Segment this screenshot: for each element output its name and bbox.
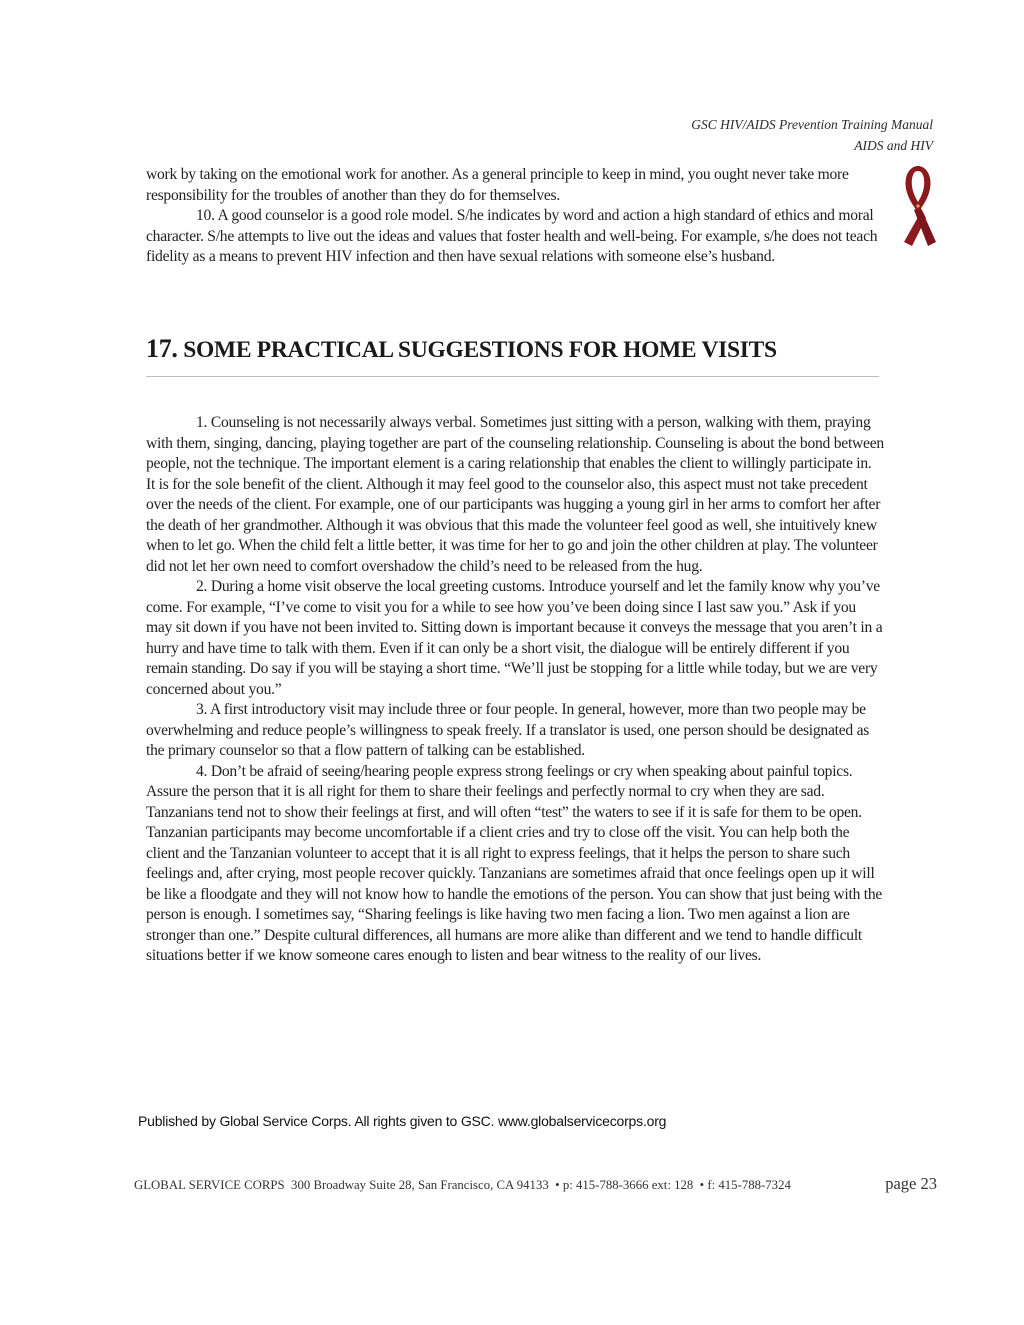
publisher-note: Published by Global Service Corps. All rights given to GSC. www.globalservicecorps.org xyxy=(138,1113,667,1129)
red-ribbon-icon xyxy=(898,166,938,248)
section-heading xyxy=(146,334,879,377)
section-number: 17. xyxy=(146,334,178,363)
section-body xyxy=(146,413,884,967)
section-paragraph: 2. During a home visit observe the local greeting customs. Introduce yourself and let the family know why you’ve come. For example, “I’ve come to visit you for a while to see how you’ve been doing since I last saw you.” Ask if you may sit down if you have not been invited to. Sitting down is important because it conveys the message that you aren’t in a hurry and have time to talk with them. Even if it can only be a short visit, the dialogue will be entirely different if you remain standing. Do say if you will be staying a short time. “We’ll just be stopping for a little while today, but we are very concerned about you.” xyxy=(146,578,883,698)
section-paragraph: 4. Don’t be afraid of seeing/hearing people express strong feelings or cry when speaking about painful topics. Assure the person that it is all right for them to share their feelings and perfectly normal to cry when they are sad. Tanzanians tend not to show their feelings at first, and will often “test” the waters to see if it is safe for them to be open. Tanzanian participants may become uncomfortable if a client cries and try to close off the visit. You can help both the client and the Tanzanian volunteer to accept that it is all right to express feelings, that it helps the person to share such feelings and, after crying, most people recover quickly. Tanzanians are sometimes afraid that once feelings open up it will be like a floodgate and they will not know how to handle the emotions of the person. You can show that just being with the person is enough. I sometimes say, “Sharing feelings is like having two men facing a lion. Two men against a lion are stronger than one.” Despite cultural differences, all humans are more alike than different and we tend to handle difficult situations better if we know someone cares enough to listen and bear witness to the reality of our lives. xyxy=(146,762,883,964)
ribbon-pin xyxy=(916,204,919,207)
chapter-title: AIDS and HIV xyxy=(854,138,933,153)
intro-text xyxy=(146,165,884,268)
intro-paragraph: 10. A good counselor is a good role model. S/he indicates by word and action a high standard of ethics and moral character. S/he attempts to live out the ideas and values that foster health and well-being. For example, s/he does not teach fidelity as a means to prevent HIV infection and then have sexual relations with someone else’s husband. xyxy=(146,207,878,265)
running-header xyxy=(691,114,933,156)
section-title: SOME PRACTICAL SUGGESTIONS FOR HOME VISITS xyxy=(183,337,777,363)
page-footer xyxy=(134,1174,937,1194)
intro-paragraph: work by taking on the emotional work for another. As a general principle to keep in mind, you ought never take more responsibility for the troubles of another than they do for themselves. xyxy=(146,166,849,204)
manual-title: GSC HIV/AIDS Prevention Training Manual xyxy=(691,117,933,132)
section-paragraph: 3. A first introductory visit may include three or four people. In general, however, more than two people may be overwhelming and reduce people’s willingness to speak freely. If a translator is used, one person should be designated as the primary counselor so that a flow pattern of talking can be established. xyxy=(146,701,870,759)
section-paragraph: 1. Counseling is not necessarily always verbal. Sometimes just sitting with a person, walking with them, praying with them, singing, dancing, playing together are part of the counseling relationship. Counseling is about the bond between people, not the technique. The important element is a caring relationship that enables the client to willingly participate in. It is for the sole benefit of the client. Although it may feel good to the counselor also, this aspect must not take precedent over the needs of the client. For example, one of our participants was hugging a young girl in her arms to comfort her after the death of her grandmother. Although it was obvious that this made the volunteer feel good as well, she intuitively knew when to let go. When the child felt a little better, it was time for her to go and join the other children at play. The volunteer did not let her own need to comfort overshadow the child’s need to be released from the hug. xyxy=(146,414,884,575)
page-number: page 23 xyxy=(885,1174,937,1193)
footer-address: GLOBAL SERVICE CORPS 300 Broadway Suite 28, San Francisco, CA 94133 • p: 415-788-3666 ext: 128 • f: 415-788-7324 xyxy=(134,1178,791,1192)
